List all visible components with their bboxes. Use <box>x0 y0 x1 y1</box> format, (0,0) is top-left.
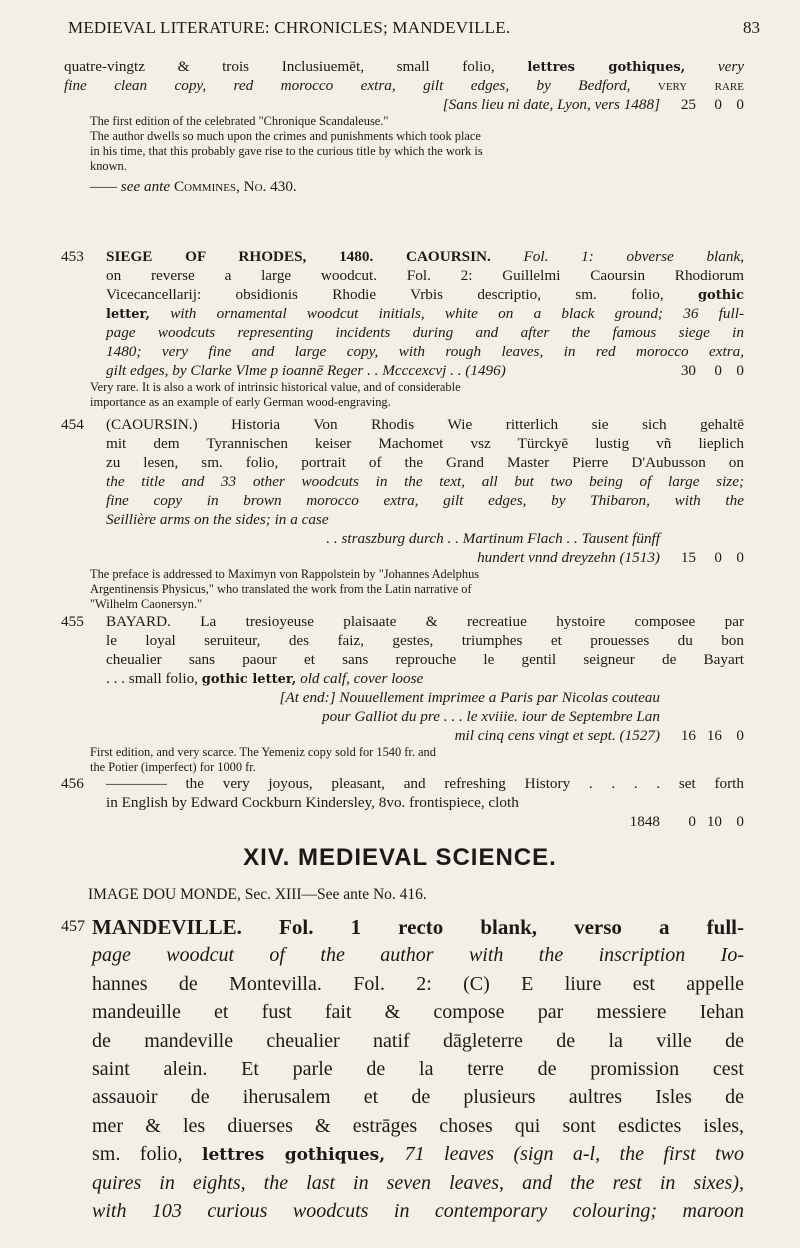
entry-continued <box>64 57 744 196</box>
entry-455 <box>61 612 744 775</box>
entry-line: 455 BAYARD. La tresioyeuse plaisaate & recreatiue hystoire composee par <box>61 613 744 630</box>
entry-number: 455 <box>61 613 84 630</box>
entry-line: the title and 33 other woodcuts in the text, all but two being of large size; <box>106 473 744 490</box>
entry-456 <box>61 774 744 831</box>
cross-reference: —— see ante Commines, No. 430. <box>90 178 297 195</box>
section-heading: XIV. MEDIEVAL SCIENCE. <box>243 844 557 871</box>
entry-line: with 103 curious woodcuts in contemporary colouring; maroon <box>92 1199 744 1222</box>
entry-line: . . . small folio, gothic letter, old calf, cover loose <box>106 670 424 687</box>
entry-453 <box>61 247 745 410</box>
entry-line: le loyal seruiteur, des faiz, gestes, triumphes et prouesses du bon <box>106 632 744 649</box>
entry-line: zu lesen, sm. folio, portrait of the Grand Master Pierre D'Aubusson on <box>106 454 744 471</box>
entry-line: letter, with ornamental woodcut initials, white on a black ground; 36 full- <box>106 305 745 322</box>
entry-line: mandeuille et fust fait & compose par messiere Iehan <box>92 1001 744 1024</box>
page-number: 83 <box>743 18 760 37</box>
entry-line: page woodcut of the author with the inscription Io- <box>92 944 744 967</box>
entry-line: . . straszburg durch . . Martinum Flach . . Tausent fünff <box>326 530 660 547</box>
entry-line: fine clean copy, red morocco extra, gilt edges, by Bedford, very rare <box>64 77 744 94</box>
entry-line: mil cinq cens vingt et sept. (1527) 16 16 0 <box>454 727 744 744</box>
entry-line: in English by Edward Cockburn Kindersley, 8vo. frontispiece, cloth <box>106 794 519 811</box>
entry-line: quires in eights, the last in seven leaves, and the rest in sixes), <box>92 1171 744 1194</box>
entry-line: fine copy in brown morocco extra, gilt edges, by Thibaron, with the <box>106 492 744 509</box>
entry-line: [At end:] Nouuellement imprimee a Paris par Nicolas couteau <box>279 689 660 706</box>
entry-line: 457 MANDEVILLE. Fol. 1 recto blank, verso a full- <box>64 913 744 941</box>
entry-line: pour Galliot du pre . . . le xviiie. iour de Septembre Lan <box>321 708 660 725</box>
entry-line: saint alein. Et parle de la terre de promission cest <box>92 1057 744 1080</box>
entry-line: gilt edges, by Clarke Vlme p ioannē Reger . . Mcccexcvj . . (1496) 30 0 0 <box>106 362 744 379</box>
entry-note: First edition, and very scarce. The Yemeniz copy sold for 1540 fr. and the Potier (imperfect) for 1000 fr. <box>90 745 436 774</box>
price: 30 0 0 <box>680 362 744 379</box>
price: 0 10 0 <box>688 813 744 830</box>
price: 25 0 0 <box>680 96 744 113</box>
entry-line: mit dem Tyrannischen keiser Machomet vsz Türckyē lustig vñ lieplich <box>106 435 744 452</box>
entry-line: hundert vnnd dreyzehn (1513) 15 0 0 <box>477 549 744 566</box>
entry-number: 457 <box>61 918 85 935</box>
entry-line: Seillière arms on the sides; in a case <box>106 511 329 528</box>
entry-line: sm. folio, lettres gothiques, 71 leaves (sign a-l, the first two <box>92 1143 745 1166</box>
entry-number: 456 <box>61 775 84 792</box>
entry-number: 454 <box>61 416 84 433</box>
entry-line: page woodcuts representing incidents during and after the famous siege in <box>106 324 744 341</box>
entry-line: hannes de Montevilla. Fol. 2: (C) E liure est appelle <box>92 972 744 995</box>
entry-line: 456 ———— the very joyous, pleasant, and refreshing History . . . . set forth <box>61 775 744 792</box>
price: 15 0 0 <box>680 549 744 566</box>
entry-line: cheualier sans paour et sans reprouche le gentil seigneur de Bayart <box>106 651 744 668</box>
entry-line: 1848 0 10 0 <box>629 813 744 830</box>
price: 16 16 0 <box>680 727 744 744</box>
entry-line: 453 SIEGE OF RHODES, 1480. CAOURSIN. Fol. 1: obverse blank, <box>61 248 745 265</box>
entry-note: The first edition of the celebrated "Chronique Scandaleuse." The author dwells so much upon the crimes and punishments which took place in his time, that this probably gave rise to the curious title by which the work is known. <box>90 114 483 173</box>
entry-note: The preface is addressed to Maximyn von Rappolstein by "Johannes Adelphus Argentinensis Physicus," who translated the work from the Latin narrative of "Wilhelm Caonersyn." <box>90 567 480 611</box>
entry-line: [Sans lieu ni date, Lyon, vers 1488] 25 0 0 <box>442 96 744 113</box>
entry-line: 454 (CAOURSIN.) Historia Von Rhodis Wie ritterlich sie sich gehaltē <box>61 416 744 433</box>
entry-457 <box>61 913 745 1225</box>
running-header <box>68 18 760 44</box>
entry-line: de mandeville cheualier natif dāgleterre de la ville de <box>92 1029 744 1052</box>
entry-line: 1480; very fine and large copy, with rough leaves, in red morocco extra, <box>106 343 744 360</box>
entry-line: Vicecancellarij: obsidionis Rhodie Vrbis descriptio, sm. folio, gothic <box>106 286 745 303</box>
header-title: MEDIEVAL LITERATURE: CHRONICLES; MANDEVILLE. <box>68 18 511 37</box>
entry-line: quatre-vingtz & trois Inclusiuemēt, small folio, lettres gothiques, very <box>64 58 744 75</box>
entry-454 <box>61 415 744 612</box>
entry-number: 453 <box>61 248 84 265</box>
entry-line: on reverse a large woodcut. Fol. 2: Guillelmi Caoursin Rhodiorum <box>106 267 744 284</box>
section-subheading: IMAGE DOU MONDE, Sec. XIII—See ante No. 416. <box>88 886 427 903</box>
entry-line: assauoir de iherusalem et de plusieurs aultres Isles de <box>92 1086 744 1109</box>
entry-note: Very rare. It is also a work of intrinsic historical value, and of considerable importance as an example of early German wood-engraving. <box>90 380 461 409</box>
entry-line: mer & les diuerses & estrāges choses qui sont esdictes isles, <box>92 1114 744 1137</box>
